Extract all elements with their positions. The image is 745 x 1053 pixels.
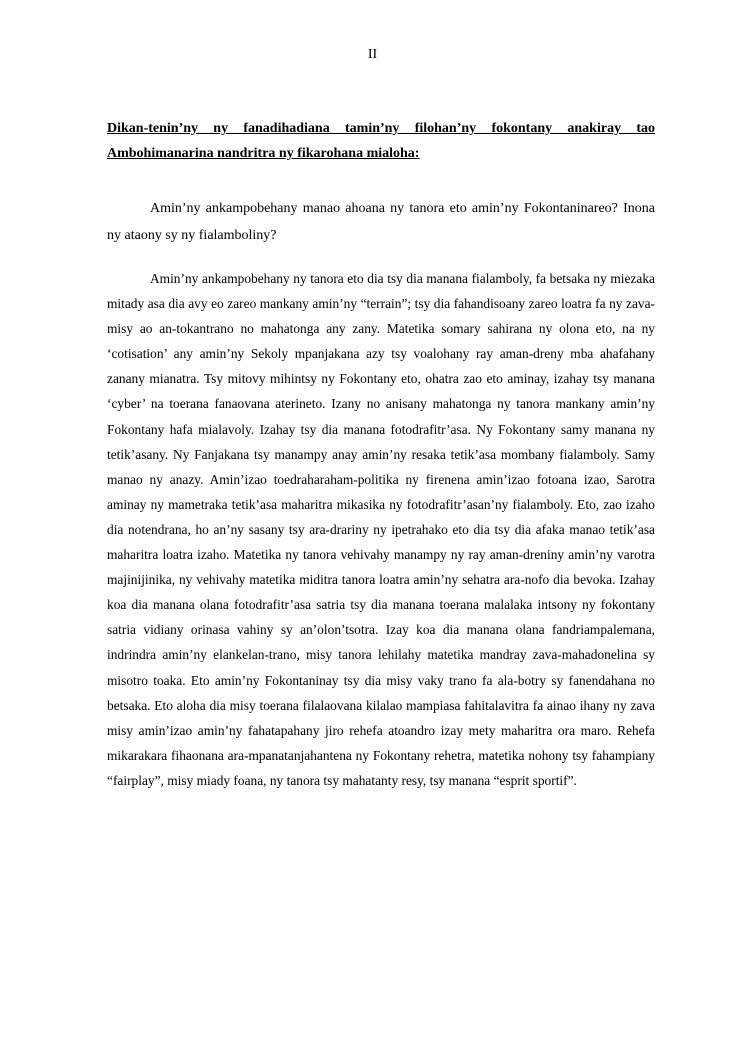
document-body xyxy=(107,116,655,793)
interview-question: Amin’ny ankampobehany manao ahoana ny tanora eto amin’ny Fokontaninareo? Inona ny ataony sy ny fialamboliny? xyxy=(107,201,655,243)
page-number: II xyxy=(367,47,378,62)
interview-answer: Amin’ny ankampobehany ny tanora eto dia tsy dia manana fialamboly, fa betsaka ny miezaka mitady asa dia avy eo zareo mankany amin’ny “terrain”; tsy dia fahandisoany zareo loatra fa ny zava-misy ao an-tokantrano no mahatonga any zany. Matetika somary sahirana ny olona eto, na ny ‘cotisation’ any amin’ny Sekoly mpanjakana azy tsy voalohany ray aman-dreny mba ahafahany zanany mianatra. Tsy mitovy mihintsy ny Fokontany eto, ohatra zao eto aminay, izahay tsy manana ‘cyber’ na toerana fanaovana aterineto. Izany no anisany mahatonga ny tanora mankany amin’ny Fokontany hafa mialavoly. Izahay tsy dia manana fotodrafitr’asa. Ny Fokontany samy manana ny tetik’asany. Ny Fanjakana tsy manampy anay amin’ny resaka tetik’asa mombany fialamboly. Samy manao ny anazy. Amin’izao toedraharaham-politika ny firenena amin’izao fotoana izao, Sarotra aminay ny mametraka tetik’asa maharitra mikasika ny fotodrafitr’asan’ny fialamboly. Eto, zao izaho dia notendrana, ho an’ny sasany tsy ara-drariny ny ipetrahako eto dia tsy dia afaka manao tetik’asa maharitra loatra izaho. Matetika ny tanora vehivahy manampy ny ray aman-dreniny amin’ny varotra majinijinika, ny vehivahy matetika miditra tanora loatra amin’ny sehatra ara-nofo dia bevoka. Izahay koa dia manana olana fotodrafitr’asa satria tsy dia manana toerana malalaka intsony ny fokontany satria vidiany orinasa vahiny sy an’olon’tsotra. Izay koa dia manana olana fandriampalemana, indrindra amin’ny elankelan-trano, misy tanora lehilahy matetika mandray zava-mahadonelina sy misotro toaka. Eto amin’ny Fokontaninay tsy dia misy vaky trano fa ala-botry sy fanendahana no betsaka. Eto aloha dia misy toerana filalaovana kilalao mampiasa fahitalavitra fa ainao ihany ny zava misy amin’izao amin’ny fahatapahany jiro rehefa atoandro izay mety maharitra ora maro. Rehefa mikarakara fihaonana ara-mpanatanjahantena ny Fokontany rehetra, matetika nohony tsy fahampiany “fairplay”, misy miady foana, ny tanora tsy mahatanty resy, tsy manana “esprit sportif”. xyxy=(107,271,655,788)
section-heading: Dikan-tenin’ny ny fanadihadiana tamin’ny filohan’ny fokontany anakiray tao Ambohimanarina nandritra ny fikarohana mialoha: xyxy=(107,121,655,161)
